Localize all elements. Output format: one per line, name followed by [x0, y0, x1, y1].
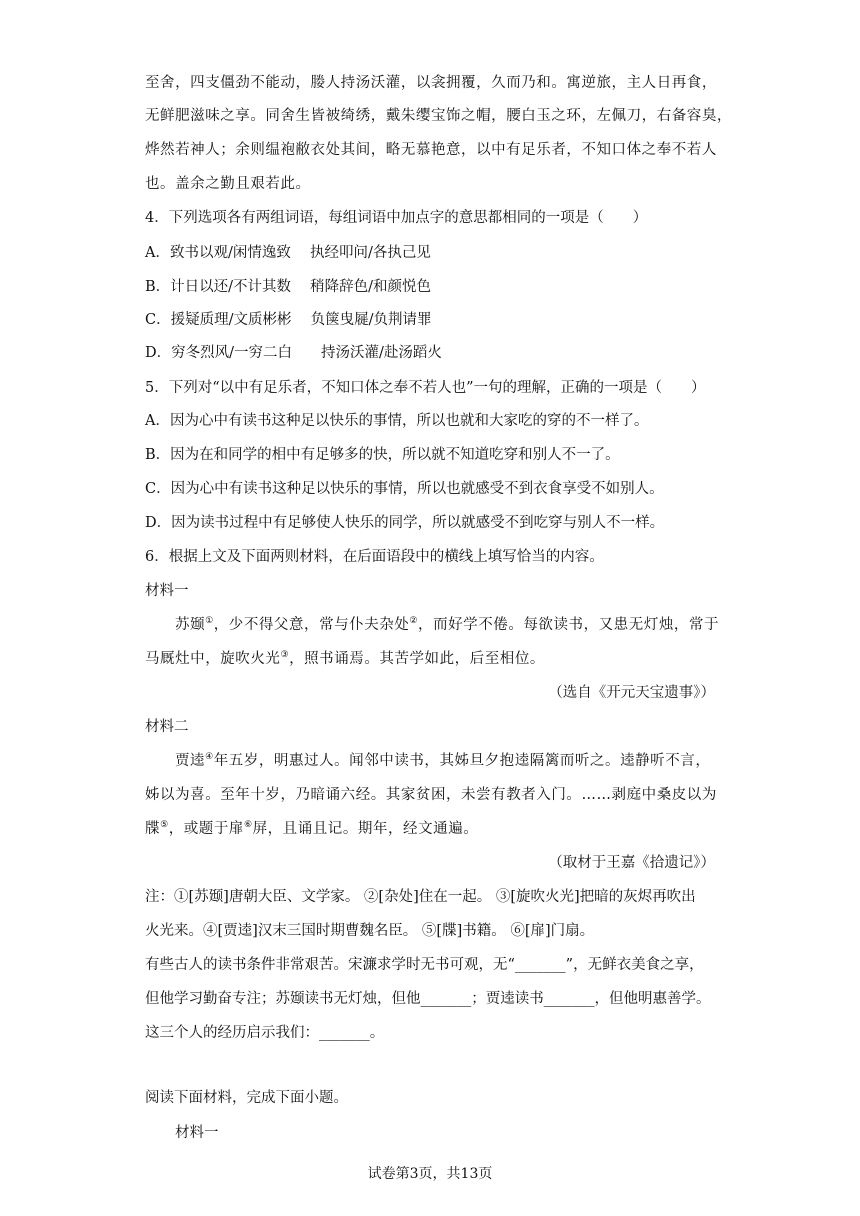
material-2-label: 材料二 — [145, 719, 189, 735]
question-5-option-a: A．因为心中有读书这种足以快乐的事情，所以也就和大家吃的穿的不一样了。 — [145, 413, 649, 429]
material-1-line: 苏颋①，少不得父意，常与仆夫杂处②，而好学不倦。每欲读书，又患无灯烛，常于 — [175, 616, 720, 633]
material-2-line: 牒⑤，或题于扉⑥屏，且诵且记。期年，经文通遍。 — [145, 820, 479, 837]
question-6-stem: 6．根据上文及下面两则材料，在后面语段中的横线上填写恰当的内容。 — [145, 549, 604, 565]
section-intro: 阅读下面材料，完成下面小题。 — [145, 1090, 348, 1106]
question-4-option-d: D．穷冬烈风/一穷二白 持汤沃灌/赴汤蹈火 — [145, 345, 442, 361]
passage-line: 至舍，四支僵劲不能动，媵人持汤沃灌，以衾拥覆，久而乃和。寓逆旅，主人日再食， — [145, 75, 717, 91]
material-2-line: 贾逵④年五岁，明惠过人。闻邻中读书，其姊旦夕抱逵隔篱而听之。逵静听不言， — [175, 752, 711, 769]
question-5-stem: 5．下列对“以中有足乐者，不知口体之奉不若人也”一句的理解，正确的一项是（ ） — [145, 380, 706, 396]
material-1-label: 材料一 — [145, 583, 189, 599]
material-2-line: 姊以为喜。至年十岁，乃暗诵六经。其家贫困，未尝有教者入门。……剥庭中桑皮以为 — [145, 787, 717, 803]
material-2-source: （取材于王嘉《拾遗记》） — [548, 855, 715, 871]
footnote-marker: ④ — [205, 752, 214, 763]
question-5-option-b: B．因为在和同学的相中有足够多的快，所以就不知道吃穿和别人不一了。 — [145, 447, 620, 463]
question-5-option-c: C．因为心中有读书这种足以快乐的事情，所以也就感受不到衣食享受不如别人。 — [145, 481, 664, 497]
footnote-marker: ③ — [280, 650, 290, 661]
next-material-label: 材料一 — [175, 1125, 219, 1141]
question-4-stem: 4．下列选项各有两组词语，每组词语中加点字的意思都相同的一项是（ ） — [145, 210, 648, 226]
passage-line: 无鲜肥滋味之享。同舍生皆被绮绣，戴朱缨宝饰之帽，腰白玉之环，左佩刀，右备容臭， — [145, 108, 732, 124]
fill-in-line: 这三个人的经历启示我们：_______。 — [145, 1025, 385, 1041]
question-4-option-c: C．援疑质理/文质彬彬 负箧曳屣/负荆请罪 — [145, 312, 432, 328]
footnote-marker: ① — [205, 616, 214, 627]
passage-line: 也。盖余之勤且艰若此。 — [145, 176, 311, 192]
fill-in-line: 有些古人的读书条件非常艰苦。宋濂求学时无书可观，无“_______”，无鲜衣美食之享， — [145, 957, 704, 973]
footnote-marker: ⑤ — [160, 820, 169, 831]
question-4-option-b: B．计日以还/不计其数 稍降辞色/和颜悦色 — [145, 279, 432, 295]
notes-line: 火光来。④[贾逵]汉末三国时期曹魏名臣。 ⑤[牒]书籍。 ⑥[扉]门扇。 — [145, 923, 595, 939]
question-5-option-d: D．因为读书过程中有足够使人快乐的同学，所以就感受不到吃穿与别人不一样。 — [145, 515, 665, 531]
passage-line: 烨然若神人；余则缊袍敝衣处其间，略无慕艳意，以中有足乐者，不知口体之奉不若人 — [145, 142, 717, 158]
fill-in-line: 但他学习勤奋专注；苏颋读书无灯烛，但他_______；贾逵读书_______，但他明惠善学。 — [145, 991, 711, 1007]
footnote-marker: ② — [409, 616, 419, 627]
page-footer: 试卷第3页，共13页 — [367, 1166, 493, 1182]
question-4-option-a: A．致书以观/闲情逸致 执经叩问/各执己见 — [145, 245, 431, 261]
footnote-marker: ⑥ — [243, 820, 253, 831]
material-1-source: （选自《开元天宝遗事》） — [548, 685, 715, 701]
notes-line: 注：①[苏颋]唐朝大臣、文学家。 ②[杂处]住在一起。 ③[旋吹火光]把暗的灰烬再吹出 — [145, 889, 696, 905]
material-1-line: 马厩灶中，旋吹火光③，照书诵焉。其苦学如此，后至相位。 — [145, 650, 545, 667]
